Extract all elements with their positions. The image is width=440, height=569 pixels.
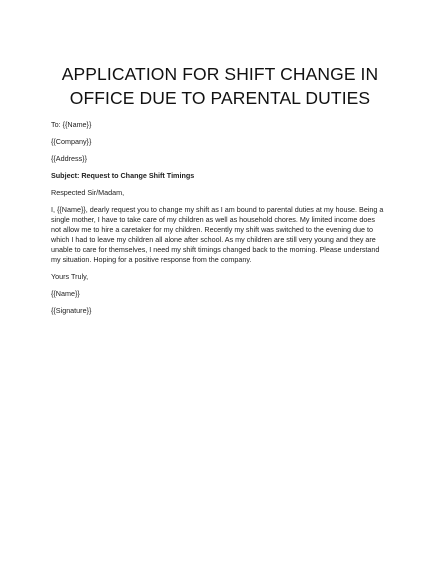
recipient-company: {{Company}} [51,137,92,146]
body-line: I, {{Name}}, dearly request you to change my shift as I am bound to parental duties at my house. Being a [51,205,384,214]
recipient-address: {{Address}} [51,154,87,163]
body-paragraph [51,205,391,265]
body-line: unable to care for themselves, I need my shift timings changed back to the morning. Please understand [51,245,380,254]
sender-name: {{Name}} [51,289,80,298]
body-line: single mother, I have to take care of my children as well as household chores. My limited income does [51,215,375,224]
title-line-1: APPLICATION FOR SHIFT CHANGE IN [61,64,379,84]
sender-signature: {{Signature}} [51,306,92,315]
subject-line: Subject: Request to Change Shift Timings [51,171,195,180]
salutation: Respected Sir/Madam, [51,188,125,197]
body-line: which I had to leave my children all alone after school. As my children are still very young and they are [51,235,376,244]
body-line: not allow me to hire a caretaker for my children. Recently my shift was switched to the evening due to [51,225,373,234]
letter-body [51,120,391,316]
document-title [40,62,400,110]
recipient-name: To: {{Name}} [51,120,92,129]
closing: Yours Truly, [51,272,89,281]
body-line: my situation. Hoping for a positive response from the company. [51,255,252,264]
title-line-2: OFFICE DUE TO PARENTAL DUTIES [69,88,371,108]
